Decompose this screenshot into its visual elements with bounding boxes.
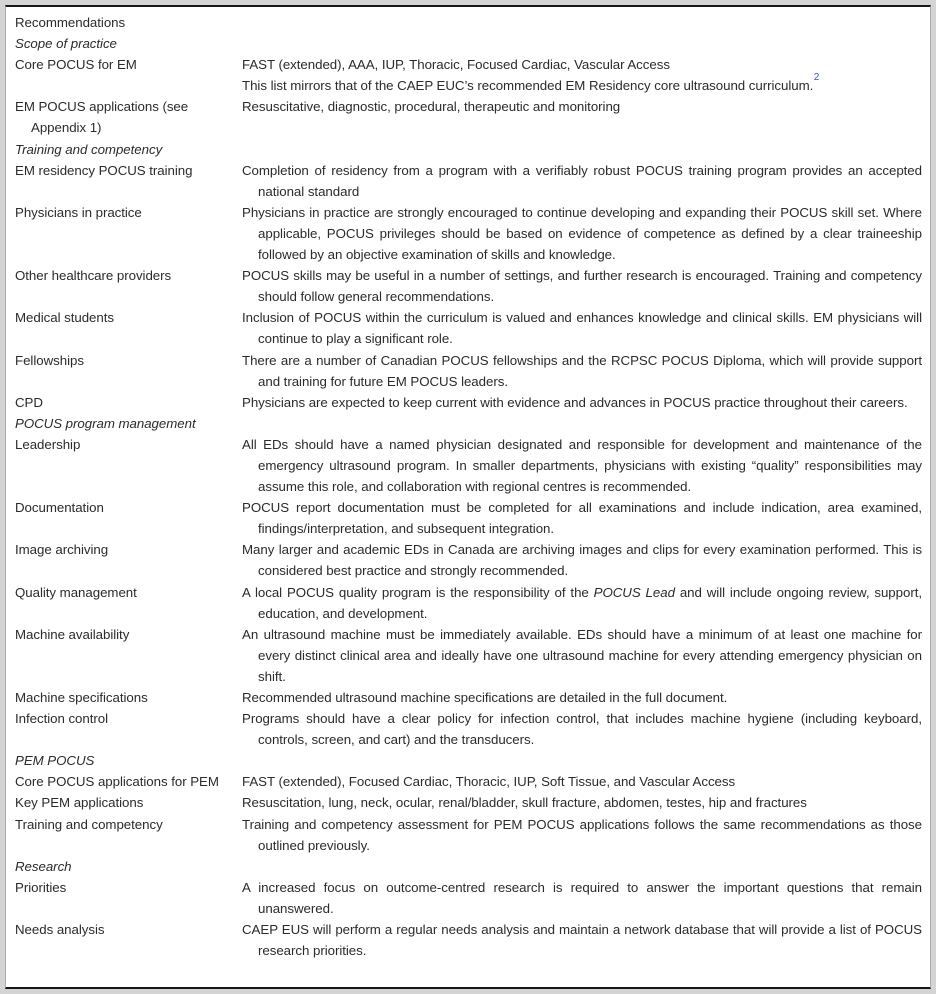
- section-label: Research: [15, 858, 72, 874]
- section-row: [15, 33, 922, 54]
- description-paragraph: All EDs should have a named physician designated and responsible for development and maintenance of the emergency ultrasound program. In smaller departments, physicians with existing “quality” responsibilities may assume this role, and collaboration with regional centres is recommended.: [242, 436, 922, 495]
- section-label: POCUS program management: [15, 415, 196, 431]
- row-label: Key PEM applications: [15, 795, 144, 811]
- table-row: [15, 434, 922, 497]
- description-paragraph: A local POCUS quality program is the responsibility of the POCUS Lead and will include ongoing review, support, education, and development.: [242, 584, 923, 621]
- table-header: Recommendations: [15, 15, 126, 30]
- row-label: Core POCUS for EM: [15, 57, 137, 73]
- section-row: [15, 413, 922, 434]
- table-row: [15, 877, 922, 919]
- description-paragraph: A increased focus on outcome-centred research is required to answer the important questions that remain unanswered.: [242, 879, 922, 916]
- row-description: [242, 350, 922, 392]
- description-paragraph: An ultrasound machine must be immediately available. EDs should have a minimum of at least one machine for every distinct clinical area and ideally have one ultrasound machine for every attending emergency physician on shift.: [242, 626, 922, 684]
- row-label: Physicians in practice: [15, 204, 142, 220]
- row-description: [242, 497, 922, 539]
- row-label: Machine specifications: [15, 690, 148, 705]
- italic-text: POCUS Lead: [593, 584, 675, 600]
- description-paragraph: CAEP EUS will perform a regular needs analysis and maintain a network database that will provide a list of POCUS research priorities.: [242, 922, 922, 959]
- table-row: [15, 497, 922, 539]
- table-row: [15, 539, 922, 581]
- table-body: [15, 33, 922, 961]
- table-row: [15, 392, 922, 413]
- reference-2-link[interactable]: 2: [813, 72, 820, 84]
- row-label: Fellowships: [15, 352, 84, 368]
- row-label: Training and competency: [15, 816, 163, 832]
- row-description: [242, 582, 922, 624]
- row-description: [242, 771, 922, 792]
- row-description: [242, 392, 922, 413]
- row-description: [242, 307, 922, 349]
- section-label: PEM POCUS: [15, 753, 95, 769]
- row-description: [242, 54, 922, 96]
- description-paragraph: FAST (extended), AAA, IUP, Thoracic, Focused Cardiac, Vascular Access: [242, 57, 670, 73]
- row-description: [242, 919, 922, 961]
- description-paragraph: Completion of residency from a program with a verifiably robust POCUS training program provides an accepted national standard: [242, 162, 922, 199]
- row-description: [242, 708, 922, 750]
- table-row: [15, 624, 922, 687]
- row-description: [242, 202, 922, 265]
- table-row: [15, 54, 922, 96]
- row-label: Medical students: [15, 310, 114, 326]
- table-row: [15, 814, 922, 856]
- row-description: [242, 814, 922, 856]
- description-paragraph: Many larger and academic EDs in Canada are archiving images and clips for every examination performed. This is considered best practice and strongly recommended.: [242, 542, 922, 579]
- row-label: Quality management: [15, 584, 137, 600]
- description-paragraph: Resuscitation, lung, neck, ocular, renal/bladder, skull fracture, abdomen, testes, hip and fractures: [242, 795, 807, 811]
- description-paragraph: Programs should have a clear policy for infection control, that includes machine hygiene (including keyboard, controls, screen, and cart) and the transducers.: [242, 711, 922, 748]
- table-row: [15, 582, 922, 624]
- row-label: Other healthcare providers: [15, 268, 172, 284]
- row-description: [242, 687, 922, 708]
- row-description: [242, 265, 922, 307]
- section-label: Scope of practice: [15, 36, 117, 52]
- section-row: [15, 139, 922, 160]
- row-description: [242, 539, 922, 581]
- row-label: CPD: [15, 394, 43, 410]
- row-description: [242, 96, 922, 117]
- description-paragraph: Resuscitative, diagnostic, procedural, therapeutic and monitoring: [242, 99, 621, 115]
- table-row: [15, 919, 922, 961]
- description-paragraph: Physicians in practice are strongly encouraged to continue developing and expanding their POCUS skill set. Where applicable, POCUS privileges should be based on evidence of competence as defined by a clear traineeship followed by an objective examination of skills and knowledge.: [242, 204, 922, 263]
- description-paragraph: POCUS skills may be useful in a number of settings, and further research is encouraged. Training and competency should follow general recommendations.: [242, 268, 922, 305]
- row-label: Machine availability: [15, 626, 130, 642]
- row-description: [242, 624, 922, 687]
- table-header-row: [15, 12, 922, 33]
- row-label: Needs analysis: [15, 922, 105, 938]
- row-label: Documentation: [15, 500, 104, 516]
- description-paragraph: POCUS report documentation must be completed for all examinations and include indication, area examined, findings/interpretation, and subsequent integration.: [242, 500, 922, 537]
- section-row: [15, 750, 922, 771]
- row-label: Infection control: [15, 711, 109, 727]
- section-row: [15, 856, 922, 877]
- table-row: [15, 792, 922, 813]
- table-row: [15, 771, 922, 792]
- row-label: EM residency POCUS training: [15, 162, 193, 178]
- section-label: Training and competency: [15, 141, 163, 157]
- table-row: [15, 708, 922, 750]
- description-paragraph: There are a number of Canadian POCUS fellowships and the RCPSC POCUS Diploma, which will provide support and training for future EM POCUS leaders.: [242, 352, 922, 389]
- row-description: [242, 792, 922, 813]
- table-row: [15, 307, 922, 349]
- table-row: [15, 202, 922, 265]
- row-label: Priorities: [15, 879, 67, 895]
- table-row: [15, 350, 922, 392]
- table-row: [15, 96, 922, 138]
- row-description: [242, 877, 922, 919]
- description-paragraph: Training and competency assessment for PEM POCUS applications follows the same recommendations as those outlined previously.: [242, 816, 922, 853]
- description-paragraph: Recommended ultrasound machine specifications are detailed in the full document.: [242, 690, 728, 705]
- row-label: Core POCUS applications for PEM: [15, 774, 219, 790]
- description-paragraph: This list mirrors that of the CAEP EUC’s recommended EM Residency core ultrasound curriculum.$^2$: [242, 72, 820, 94]
- description-paragraph: Inclusion of POCUS within the curriculum is valued and enhances knowledge and clinical skills. EM physicians will continue to play a significant role.: [242, 310, 922, 347]
- description-paragraph: FAST (extended), Focused Cardiac, Thoracic, IUP, Soft Tissue, and Vascular Access: [242, 774, 736, 790]
- row-label: Leadership: [15, 436, 81, 452]
- row-label: Image archiving: [15, 542, 109, 558]
- row-description: [242, 434, 922, 497]
- table-row: [15, 160, 922, 202]
- table-row: [15, 687, 922, 708]
- description-paragraph: Physicians are expected to keep current with evidence and advances in POCUS practice throughout their careers.: [242, 394, 908, 410]
- table-row: [15, 265, 922, 307]
- row-label: EM POCUS applications (see Appendix 1): [15, 99, 189, 136]
- row-description: [242, 160, 922, 202]
- recommendations-table: [5, 5, 931, 989]
